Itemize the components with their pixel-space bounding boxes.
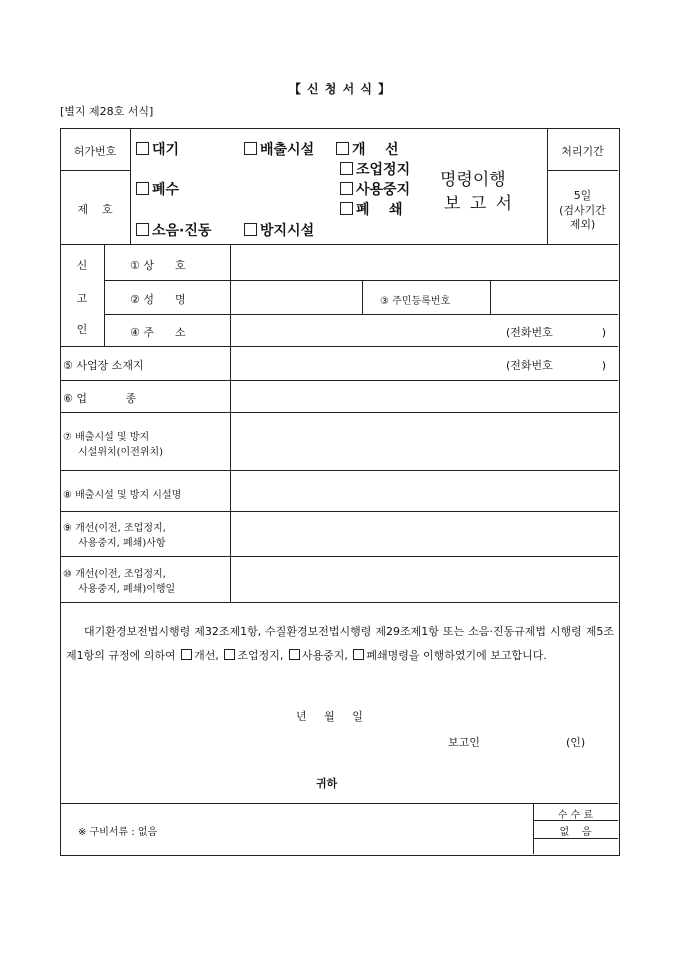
business-site-phone[interactable]: (전화번호 ) [506,359,607,372]
option-emission-facility[interactable]: 배출시설 [244,139,314,159]
business-site-label: ⑤ 사업장 소재지 [63,359,144,372]
option-close[interactable]: 폐 쇄 [340,199,403,219]
facility-name-field[interactable] [231,471,617,510]
address-phone[interactable]: (전화번호 ) [506,326,607,339]
facility-location-label-1: ⑦ 배출시설 및 방지 [63,432,150,443]
resident-number-label: ③ 주민등록번호 [380,296,451,307]
trade-name-field[interactable] [231,245,617,279]
option-stop-use[interactable]: 사용중지 [340,179,410,199]
checkbox[interactable] [336,142,349,155]
matters-label-2: 사용중지, 폐쇄)사항 [78,538,166,549]
option-air[interactable]: 대기 [136,139,179,159]
facility-location-label-2: 시설위치(이전위치) [78,447,164,458]
seal-label: (인) [566,736,586,749]
option-improve[interactable]: 개 선 [336,139,399,159]
report-title-line1: 명령이행 [440,170,506,190]
form-number: [별지 제28호 서식] [60,105,154,118]
implementation-date-field[interactable] [231,557,617,601]
checkbox[interactable] [244,223,257,236]
option-prevention-facility[interactable]: 방지시설 [244,220,314,240]
applicant-side-label-2: 고 [76,292,88,305]
option-noise[interactable]: 소음·진동 [136,220,211,240]
form-title: 【 신 청 서 식 】 [288,82,392,96]
checkbox[interactable] [136,223,149,236]
checkbox[interactable] [181,649,192,660]
name-label: ② 성 명 [130,293,186,306]
applicant-side-label-3: 인 [76,323,88,336]
permit-number-field[interactable]: 제 호 [77,203,113,216]
checkbox[interactable] [340,162,353,175]
trade-name-label: ① 상 호 [130,259,186,272]
processing-period-label: 처리기간 [561,145,604,158]
implementation-date-label-2: 사용중지, 폐쇄)이행일 [78,584,176,595]
resident-number-field[interactable] [491,281,617,313]
matters-field[interactable] [231,512,617,555]
processing-note-line2: 제외) [569,218,596,231]
checkbox[interactable] [353,649,364,660]
addressee-label: 귀하 [316,777,338,790]
option-water[interactable]: 폐수 [136,179,179,199]
report-title-line2: 보 고 서 [444,194,515,214]
implementation-date-label-1: ⑩ 개선(이전, 조업정지, [63,569,166,580]
checkbox[interactable] [136,142,149,155]
checkbox[interactable] [224,649,235,660]
applicant-side-label-1: 신 [76,259,88,272]
industry-label: ⑥ 업 종 [63,392,137,405]
report-date[interactable]: 년 월 일 [296,710,363,723]
checkbox[interactable] [289,649,300,660]
name-field[interactable] [231,281,361,313]
checkbox[interactable] [340,202,353,215]
checkbox[interactable] [340,182,353,195]
checkbox[interactable] [136,182,149,195]
processing-note-line1: (검사기간 [559,204,606,217]
reporter-label: 보고인 [448,736,480,749]
required-documents: ※ 구비서류 : 없음 [78,827,158,838]
option-suspend[interactable]: 조업정지 [340,159,410,179]
matters-label-1: ⑨ 개선(이전, 조업정지, [63,523,166,534]
permit-number-label: 허가번호 [73,145,117,158]
fee-label: 수 수 료 [557,810,594,821]
address-label: ④ 주 소 [130,326,186,339]
address-field[interactable] [231,315,501,345]
checkbox[interactable] [244,142,257,155]
processing-days: 5일 [573,189,592,202]
facility-name-label: ⑧ 배출시설 및 방지 시설명 [63,490,182,501]
facility-location-field[interactable] [231,413,617,469]
business-site-field[interactable] [231,347,501,379]
fee-value: 없 음 [559,827,592,838]
reporter-signature-field[interactable] [490,730,560,750]
industry-field[interactable] [231,381,617,411]
report-statement: 대기환경보전법시행령 제32조제1항, 수질환경보전법시행령 제29조제1항 또는 소음·진동규제법 시행령 제5조제1항의 규정에 의하여 개선, 조업정지, 사용중지, 폐쇄명령을 이행하였기에 보고합니다. [66,625,614,662]
